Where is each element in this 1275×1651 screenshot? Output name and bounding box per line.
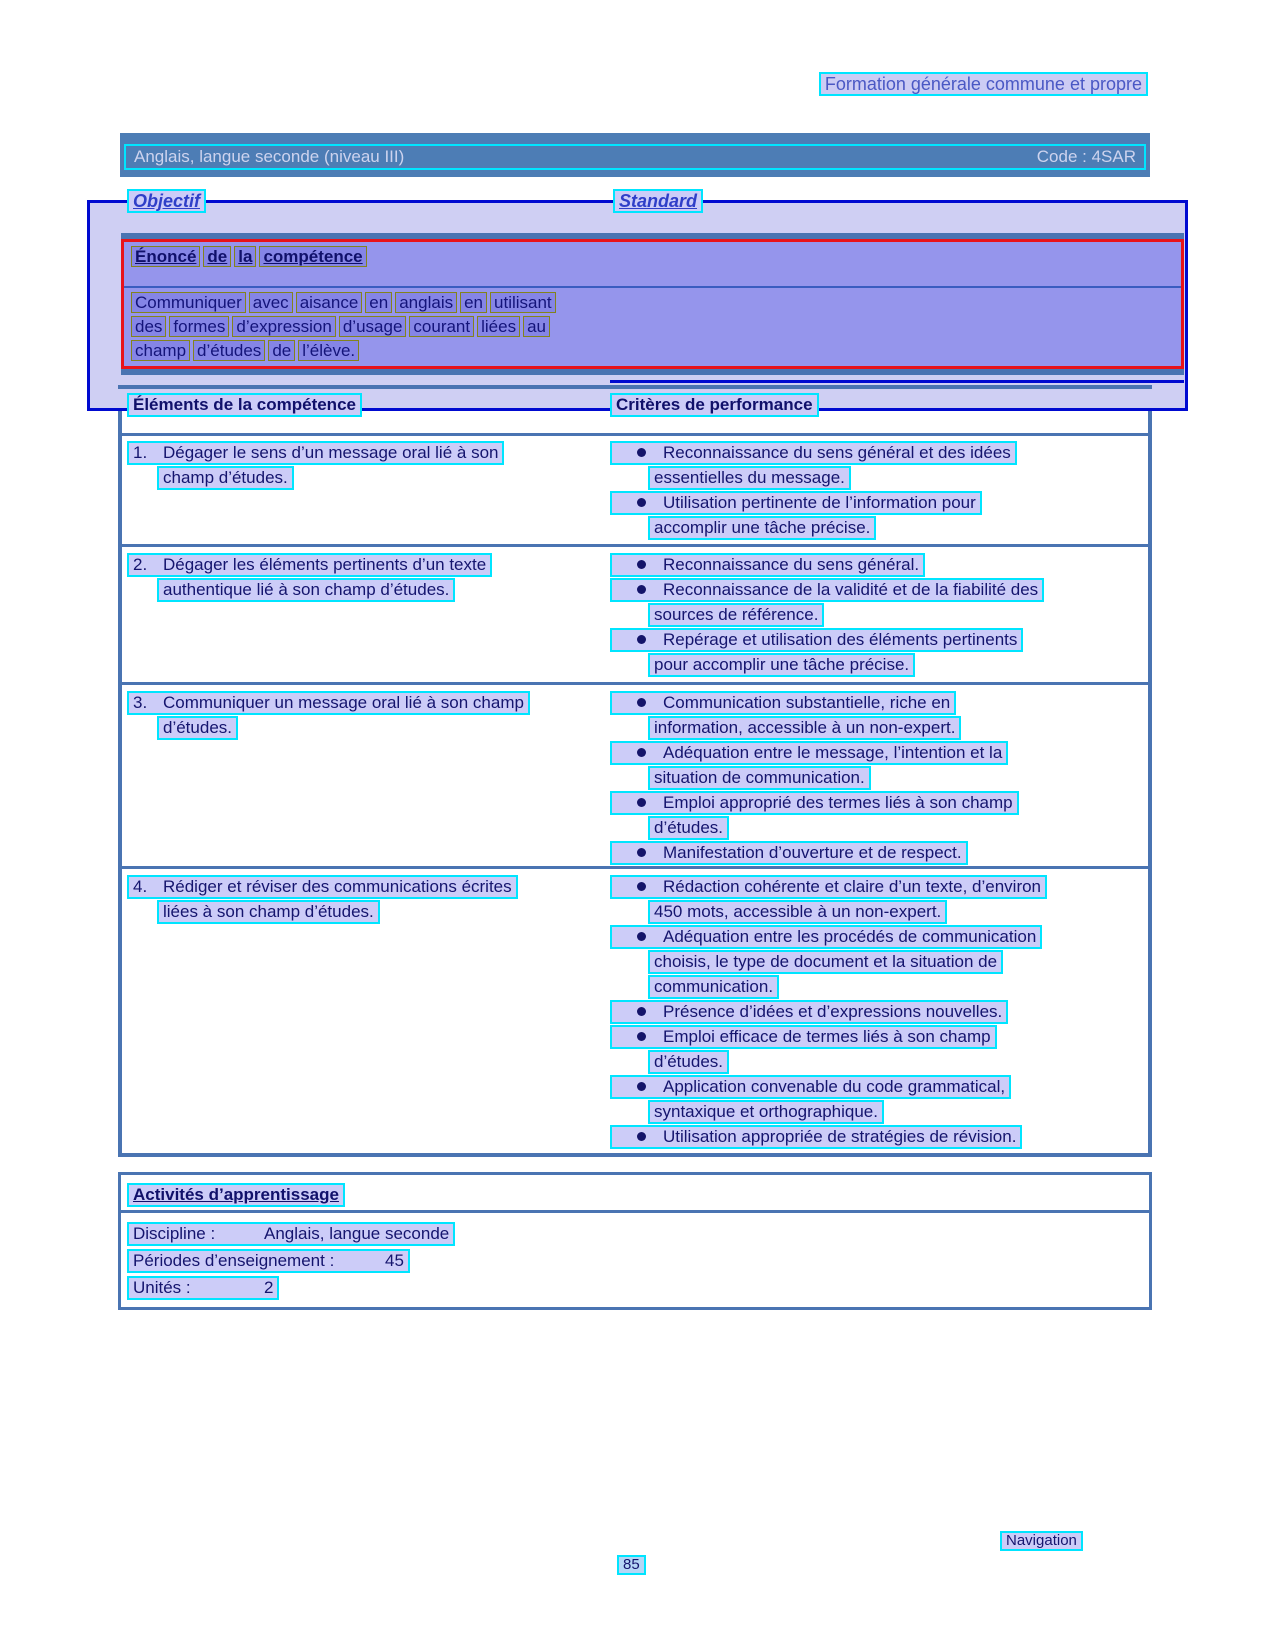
inner-box-bottom-border xyxy=(610,380,1184,383)
activity-field-highlight xyxy=(127,1249,410,1273)
highlighted-word: anglais xyxy=(395,292,457,313)
element-line xyxy=(157,466,610,491)
activity-field xyxy=(127,1249,455,1276)
criterion-line xyxy=(648,950,1148,975)
highlighted-word: courant xyxy=(409,316,474,337)
element-highlight: 1. Dégager le sens d’un message oral lié à son xyxy=(127,441,504,465)
activity-field-value: Anglais, langue seconde xyxy=(264,1224,450,1243)
criteria-cell xyxy=(610,441,1148,541)
activity-field-highlight xyxy=(127,1222,455,1246)
element-number: 1. xyxy=(133,443,148,462)
activity-field-label: Périodes d’enseignement : xyxy=(133,1251,335,1270)
criterion-line xyxy=(648,900,1148,925)
highlighted-word: compétence xyxy=(259,246,366,267)
criterion-line xyxy=(610,1075,1148,1100)
criterion-highlight: sources de référence. xyxy=(648,603,824,627)
table-row xyxy=(122,441,1148,541)
bullet-icon xyxy=(637,848,646,857)
element-cell xyxy=(127,691,610,866)
highlighted-word: au xyxy=(523,316,550,337)
highlighted-word: utilisant xyxy=(490,292,556,313)
criterion-highlight: Utilisation pertinente de l’information pour xyxy=(610,491,982,515)
highlighted-word: champ xyxy=(131,340,190,361)
criterion-highlight: Utilisation appropriée de stratégies de révision. xyxy=(610,1125,1022,1149)
criterion-line xyxy=(648,466,1148,491)
bullet-icon xyxy=(637,698,646,707)
criterion-highlight: Communication substantielle, riche en xyxy=(610,691,956,715)
element-cell xyxy=(127,875,610,1150)
activity-field-value: 45 xyxy=(385,1251,404,1270)
element-line xyxy=(157,578,610,603)
criterion-line xyxy=(610,791,1148,816)
bullet-icon xyxy=(637,748,646,757)
criterion-line xyxy=(610,1125,1148,1150)
highlighted-word: liées xyxy=(477,316,520,337)
criterion-line xyxy=(648,816,1148,841)
element-number: 4. xyxy=(133,877,148,896)
course-title-highlight xyxy=(124,144,1146,170)
activities-divider xyxy=(121,1210,1149,1213)
element-highlight: liées à son champ d’études. xyxy=(157,900,380,924)
criterion-line xyxy=(610,491,1148,516)
table-row xyxy=(122,875,1148,1150)
standard-heading: Standard xyxy=(613,189,703,213)
criterion-line xyxy=(610,841,1148,866)
criterion-highlight: syntaxique et orthographique. xyxy=(648,1100,884,1124)
criterion-highlight: pour accomplir une tâche précise. xyxy=(648,653,915,677)
bullet-icon xyxy=(637,1132,646,1141)
course-title-bar xyxy=(120,133,1150,177)
bullet-icon xyxy=(637,882,646,891)
criterion-line xyxy=(610,741,1148,766)
element-number: 3. xyxy=(133,693,148,712)
criterion-highlight: information, accessible à un non-expert. xyxy=(648,716,961,740)
element-highlight: authentique lié à son champ d’études. xyxy=(157,578,455,602)
criteria-cell xyxy=(610,875,1148,1150)
bullet-icon xyxy=(637,1007,646,1016)
highlighted-word: formes xyxy=(169,316,229,337)
bullet-icon xyxy=(637,1032,646,1041)
criterion-line xyxy=(610,628,1148,653)
element-line xyxy=(127,875,610,900)
element-cell xyxy=(127,553,610,678)
criterion-line xyxy=(610,691,1148,716)
criterion-line xyxy=(648,766,1148,791)
criterion-line xyxy=(610,441,1148,466)
element-highlight: 2. Dégager les éléments pertinents d’un texte xyxy=(127,553,492,577)
criterion-line xyxy=(610,1025,1148,1050)
table-row xyxy=(122,691,1148,866)
element-line xyxy=(127,691,610,716)
bullet-icon xyxy=(637,498,646,507)
page-header xyxy=(819,72,1148,96)
criterion-line xyxy=(648,1050,1148,1075)
highlighted-word: Communiquer xyxy=(131,292,246,313)
statement-line xyxy=(131,340,559,364)
element-line xyxy=(127,441,610,466)
element-cell xyxy=(127,441,610,541)
bullet-icon xyxy=(637,798,646,807)
criterion-line xyxy=(648,653,1148,678)
criterion-line xyxy=(648,716,1148,741)
criterion-highlight: Reconnaissance de la validité et de la fiabilité des xyxy=(610,578,1044,602)
criterion-line xyxy=(648,516,1148,541)
criterion-highlight: choisis, le type de document et la situation de xyxy=(648,950,1003,974)
criterion-highlight: Emploi approprié des termes liés à son champ xyxy=(610,791,1019,815)
statement-line xyxy=(131,316,559,340)
criterion-highlight: Adéquation entre le message, l’intention et la xyxy=(610,741,1008,765)
navigation-link[interactable]: Navigation xyxy=(1000,1531,1083,1551)
element-highlight: champ d’études. xyxy=(157,466,294,490)
enonce-divider xyxy=(124,286,1181,288)
criterion-line xyxy=(610,925,1148,950)
page-header-text: Formation générale commune et propre xyxy=(819,72,1148,96)
bullet-icon xyxy=(637,560,646,569)
highlighted-word: Énoncé xyxy=(131,246,200,267)
criterion-line xyxy=(648,603,1148,628)
row-divider-2 xyxy=(122,682,1148,685)
criterion-highlight: Manifestation d’ouverture et de respect. xyxy=(610,841,968,865)
activity-field xyxy=(127,1222,455,1249)
activities-heading: Activités d’apprentissage xyxy=(127,1183,345,1207)
criterion-highlight: Présence d’idées et d’expressions nouvelles. xyxy=(610,1000,1008,1024)
criterion-highlight: 450 mots, accessible à un non-expert. xyxy=(648,900,947,924)
criterion-highlight: Reconnaissance du sens général. xyxy=(610,553,925,577)
activities-box xyxy=(118,1172,1152,1310)
enonce-statement xyxy=(131,292,559,364)
bullet-icon xyxy=(637,585,646,594)
criterion-line xyxy=(648,1100,1148,1125)
column-header-criteres: Critères de performance xyxy=(610,393,819,417)
row-divider-3 xyxy=(122,866,1148,869)
criterion-highlight: situation de communication. xyxy=(648,766,871,790)
element-line xyxy=(157,716,610,741)
enonce-outer xyxy=(121,233,1184,375)
page-number: 85 xyxy=(617,1555,646,1575)
highlighted-word: aisance xyxy=(296,292,363,313)
highlighted-word: de xyxy=(268,340,295,361)
competence-table xyxy=(118,385,1152,1157)
criterion-highlight: essentielles du message. xyxy=(648,466,851,490)
highlighted-word: des xyxy=(131,316,166,337)
bullet-icon xyxy=(637,448,646,457)
criterion-highlight: Reconnaissance du sens général et des idées xyxy=(610,441,1017,465)
highlighted-word: en xyxy=(460,292,487,313)
highlighted-word: la xyxy=(234,246,256,267)
row-divider-1 xyxy=(122,544,1148,547)
criterion-line xyxy=(610,875,1148,900)
criteria-cell xyxy=(610,691,1148,866)
element-number: 2. xyxy=(133,555,148,574)
highlighted-word: d’études xyxy=(193,340,265,361)
criterion-line xyxy=(648,975,1148,1000)
highlighted-word: en xyxy=(365,292,392,313)
criterion-highlight: Application convenable du code grammatical, xyxy=(610,1075,1011,1099)
criterion-line xyxy=(610,1000,1148,1025)
highlighted-word: d’usage xyxy=(339,316,407,337)
element-highlight: d’études. xyxy=(157,716,238,740)
activity-field-highlight xyxy=(127,1276,279,1300)
activity-field-label: Discipline : xyxy=(133,1224,216,1243)
criterion-highlight: Repérage et utilisation des éléments pertinents xyxy=(610,628,1023,652)
enonce-box xyxy=(121,239,1184,369)
criterion-line xyxy=(610,553,1148,578)
highlighted-word: avec xyxy=(249,292,293,313)
element-highlight: 4. Rédiger et réviser des communications écrites xyxy=(127,875,518,899)
header-row-divider xyxy=(122,433,1148,436)
criterion-highlight: communication. xyxy=(648,975,779,999)
bullet-icon xyxy=(637,932,646,941)
criterion-highlight: Adéquation entre les procédés de communication xyxy=(610,925,1042,949)
enonce-heading xyxy=(131,246,370,267)
bullet-icon xyxy=(637,1082,646,1091)
highlighted-word: d’expression xyxy=(232,316,335,337)
criterion-highlight: d’études. xyxy=(648,816,729,840)
activity-field-label: Unités : xyxy=(133,1278,191,1297)
activity-field-value: 2 xyxy=(264,1278,274,1297)
criterion-highlight: accomplir une tâche précise. xyxy=(648,516,876,540)
element-highlight: 3. Communiquer un message oral lié à son champ xyxy=(127,691,530,715)
activities-fields xyxy=(127,1222,455,1303)
statement-line xyxy=(131,292,559,316)
column-header-elements: Éléments de la compétence xyxy=(127,393,362,417)
activity-field xyxy=(127,1276,455,1303)
table-row xyxy=(122,553,1148,678)
criterion-line xyxy=(610,578,1148,603)
course-code: Code : 4SAR xyxy=(1036,147,1136,166)
table-top-border xyxy=(118,385,1152,389)
criterion-highlight: d’études. xyxy=(648,1050,729,1074)
highlighted-word: de xyxy=(203,246,231,267)
element-line xyxy=(127,553,610,578)
objectif-heading: Objectif xyxy=(127,189,206,213)
bullet-icon xyxy=(637,635,646,644)
highlighted-word: l’élève. xyxy=(298,340,359,361)
criterion-highlight: Emploi efficace de termes liés à son champ xyxy=(610,1025,997,1049)
criteria-cell xyxy=(610,553,1148,678)
course-title: Anglais, langue seconde (niveau III) xyxy=(134,147,405,166)
criterion-highlight: Rédaction cohérente et claire d’un texte, d’environ xyxy=(610,875,1047,899)
element-line xyxy=(157,900,610,925)
